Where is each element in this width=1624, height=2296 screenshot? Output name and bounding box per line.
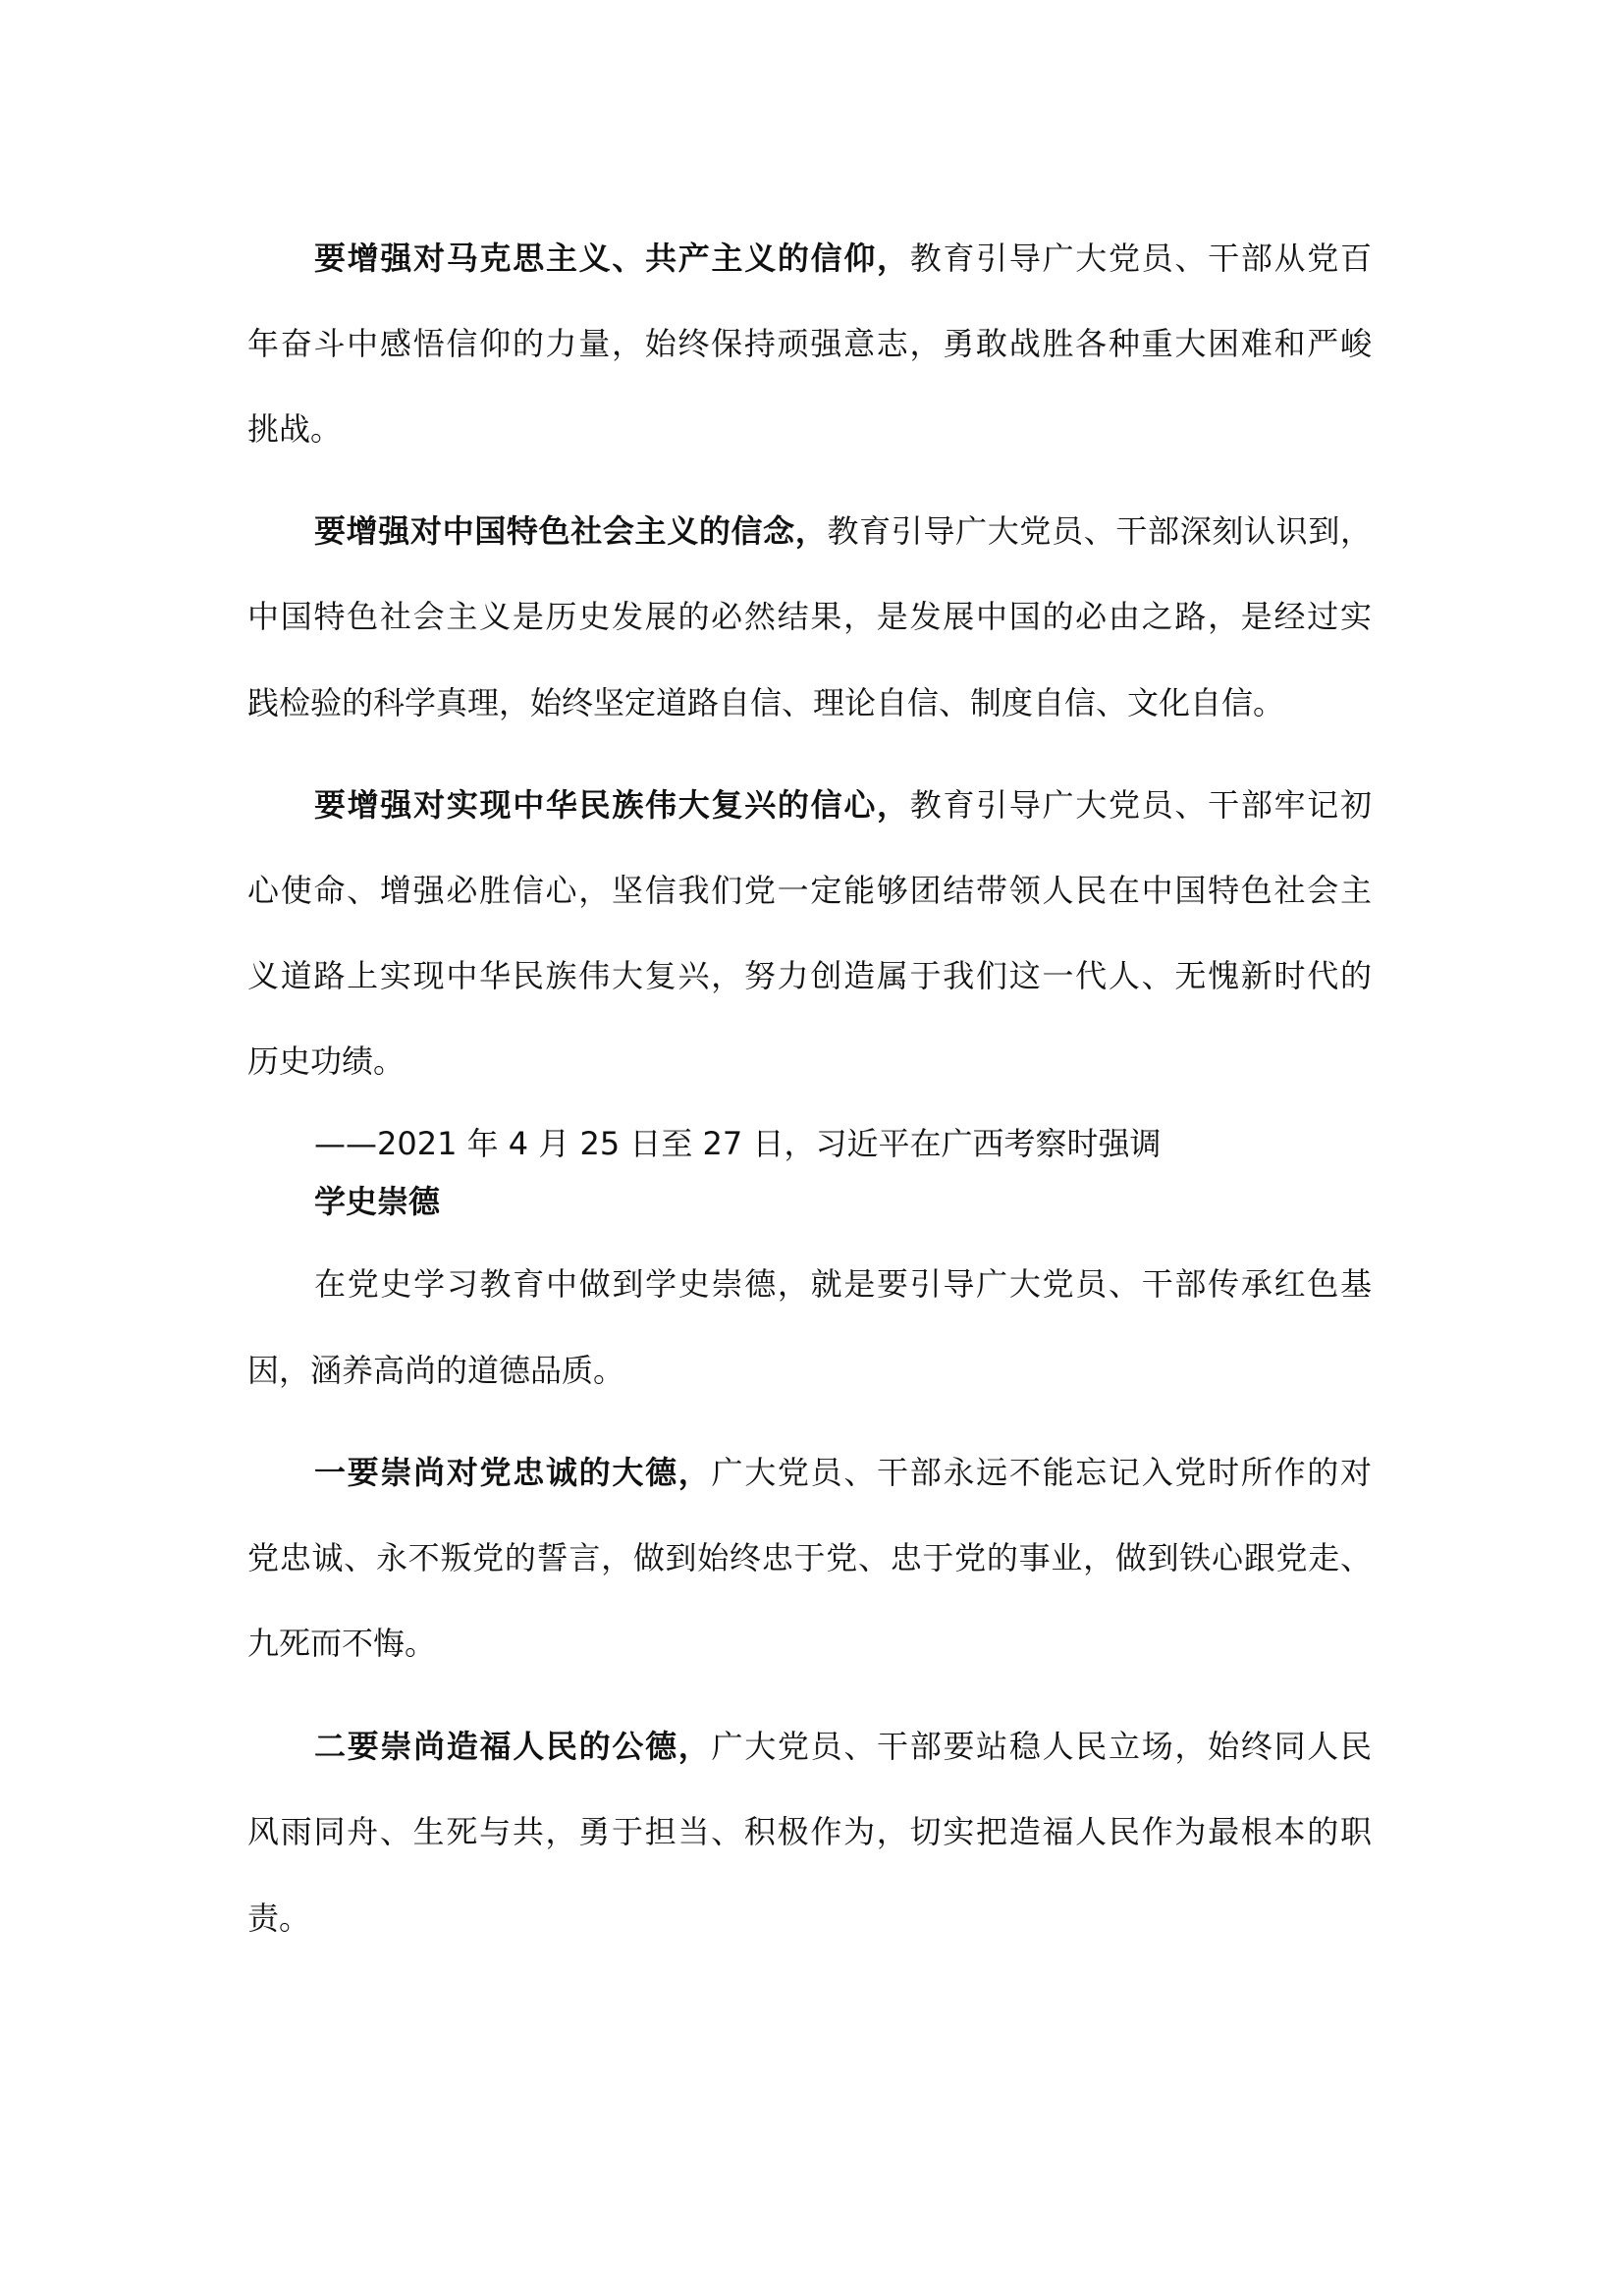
bold-lead-text: 要增强对马克思主义、共产主义的信仰， (314, 240, 910, 277)
body-text: 责。 (247, 1899, 311, 1937)
text-line (247, 954, 1372, 997)
text-line (247, 407, 1372, 451)
text-line (247, 1622, 1372, 1665)
text-line (314, 509, 1372, 553)
text-line (314, 783, 1372, 827)
body-text: 风雨同舟、生死与共，勇于担当、积极作为，切实把造福人民作为最根本的职 (247, 1813, 1372, 1850)
text-line (247, 1349, 1372, 1392)
body-text: 广大党员、干部永远不能忘记入党时所作的对 (711, 1454, 1372, 1491)
body-text: 教育引导广大党员、干部牢记初 (909, 786, 1372, 824)
body-text: 心使命、增强必胜信心，坚信我们党一定能够团结带领人民在中国特色社会主 (247, 872, 1372, 909)
bold-lead-text: 要增强对实现中华民族伟大复兴的信心， (314, 786, 910, 824)
body-text: 教育引导广大党员、干部深刻认识到， (827, 512, 1372, 550)
text-line (314, 1725, 1372, 1768)
body-text: 党忠诚、永不叛党的誓言，做到始终忠于党、忠于党的事业，做到铁心跟党走、 (247, 1539, 1372, 1576)
body-text: 义道路上实现中华民族伟大复兴，努力创造属于我们这一代人、无愧新时代的 (247, 957, 1372, 994)
text-line (247, 869, 1372, 912)
section-heading: 学史崇德 (314, 1183, 441, 1220)
body-text: 践检验的科学真理，始终坚定道路自信、理论自信、制度自信、文化自信。 (247, 684, 1285, 721)
text-line (247, 595, 1372, 638)
body-text: 历史功绩。 (247, 1042, 406, 1080)
body-text: 年奋斗中感悟信仰的力量，始终保持顽强意志，勇敢战胜各种重大困难和严峻 (247, 325, 1372, 362)
bold-lead-text: 二要崇尚造福人民的公德， (314, 1728, 712, 1765)
text-line (247, 1896, 1372, 1940)
body-text: 教育引导广大党员、干部从党百 (909, 240, 1372, 277)
body-text: 广大党员、干部要站稳人民立场，始终同人民 (711, 1728, 1372, 1765)
body-text: 挑战。 (247, 410, 343, 448)
body-text: 因，涵养高尚的道德品质。 (247, 1352, 625, 1389)
bold-lead-text: 要增强对中国特色社会主义的信念， (314, 512, 828, 550)
text-line (314, 1451, 1372, 1494)
text-line (247, 1536, 1372, 1579)
text-line (247, 322, 1372, 365)
text-line (247, 681, 1372, 724)
quote-attribution: ——2021 年 4 月 25 日至 27 日，习近平在广西考察时强调 (314, 1125, 1162, 1162)
body-text: 在党史学习教育中做到学史崇德，就是要引导广大党员、干部传承红色基 (314, 1265, 1372, 1303)
body-text: 中国特色社会主义是历史发展的必然结果，是发展中国的必由之路，是经过实 (247, 598, 1372, 635)
text-line (314, 1122, 1372, 1165)
text-line (247, 1040, 1372, 1083)
text-line (314, 1180, 1372, 1223)
text-line (247, 1810, 1372, 1853)
body-text: 九死而不悔。 (247, 1625, 437, 1662)
bold-lead-text: 一要崇尚对党忠诚的大德， (314, 1454, 712, 1491)
text-line (314, 1262, 1372, 1306)
text-line (314, 237, 1372, 280)
